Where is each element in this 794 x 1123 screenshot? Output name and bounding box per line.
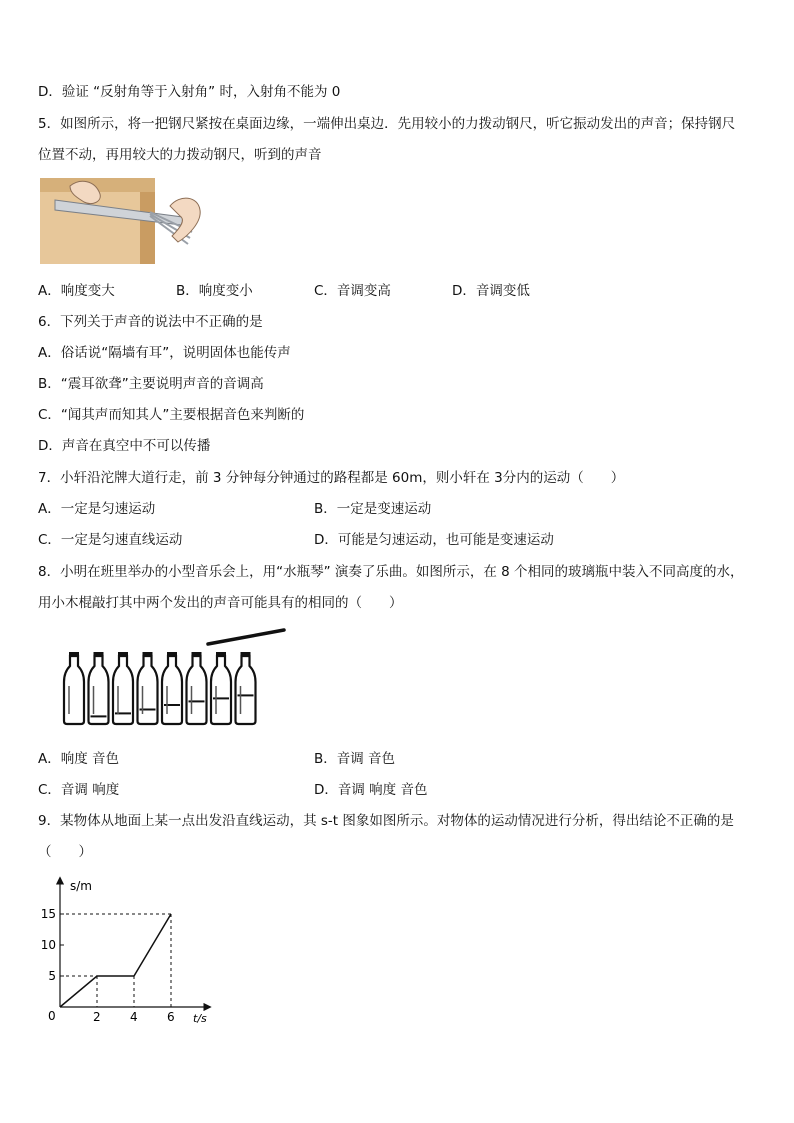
q8-stem-line1: 8．小明在班里举办的小型音乐会上，用“水瓶琴” 演奏了乐曲。如图所示，在 8 个相同的玻璃瓶中装入不同高度的水， [38,564,744,580]
y-axis-label: s/m [70,879,92,893]
y-tick-label: 5 [48,969,56,983]
y-tick-label: 15 [40,907,56,921]
series-line [60,914,171,1007]
x-tick-label: 2 [93,1010,101,1024]
q5-option-d: D．音调变低 [452,283,530,299]
glass-bottle [64,652,84,724]
q5-option-c: C．音调变高 [314,283,391,299]
x-axis-label: t/s [193,1012,207,1025]
origin-label: 0 [48,1009,56,1023]
q5-option-a: A．响度变大 [38,283,115,299]
q7-option-a: A．一定是匀速运动 [38,501,156,517]
wooden-stick [208,630,284,644]
q9-stem-line2: （ ） [38,844,92,860]
q7-option-d: D．可能是匀速运动，也可能是变速运动 [314,532,554,548]
q8-option-a: A．响度 音色 [38,751,120,767]
ruler-table-figure [40,176,210,266]
q5-stem-line2: 位置不动，再用较大的力拨动钢尺，听到的声音 [38,147,322,163]
q4-option-d: D．验证 “反射角等于入射角” 时，入射角不能为 0 [38,84,341,100]
q8-option-b: B．音调 音色 [314,751,396,767]
q6-option-c: C．“闻其声而知其人”主要根据音色来判断的 [38,407,305,423]
q7-option-c: C．一定是匀速直线运动 [38,532,183,548]
glass-bottle [138,652,158,724]
q6-option-a: A．俗话说“隔墙有耳”，说明固体也能传声 [38,345,291,361]
q7-stem: 7．小轩沿沱牌大道行走，前 3 分钟每分钟通过的路程都是 60m，则小轩在 3分内的运动（ ） [38,470,625,486]
y-tick-label: 10 [40,938,56,952]
s-t-chart [30,870,220,1030]
glass-bottle [113,652,133,724]
q8-option-d: D．音调 响度 音色 [314,782,428,798]
x-tick-label: 6 [167,1010,175,1024]
glass-bottle [187,652,207,724]
glass-bottle [162,652,182,724]
glass-bottle [236,652,256,724]
q8-option-c: C．音调 响度 [38,782,120,798]
q6-option-b: B．“震耳欲聋”主要说明声音的音调高 [38,376,264,392]
q6-option-d: D．声音在真空中不可以传播 [38,438,211,454]
glass-bottle [211,652,231,724]
q8-stem-line2: 用小木棍敲打其中两个发出的声音可能具有的相同的（ ） [38,595,403,611]
q5-stem-line1: 5．如图所示，将一把钢尺紧按在桌面边缘，一端伸出桌边．先用较小的力拨动钢尺，听它振动发出的声音；保持钢尺 [38,116,736,132]
q7-option-b: B．一定是变速运动 [314,501,432,517]
glass-bottle [89,652,109,724]
x-tick-label: 4 [130,1010,138,1024]
q5-option-b: B．响度变小 [176,283,253,299]
q6-stem: 6．下列关于声音的说法中不正确的是 [38,314,263,330]
q9-stem-line1: 9．某物体从地面上某一点出发沿直线运动，其 s-t 图象如图所示。对物体的运动情况进行分析，得出结论不正确的是 [38,813,734,829]
water-bottle-figure [58,624,290,730]
